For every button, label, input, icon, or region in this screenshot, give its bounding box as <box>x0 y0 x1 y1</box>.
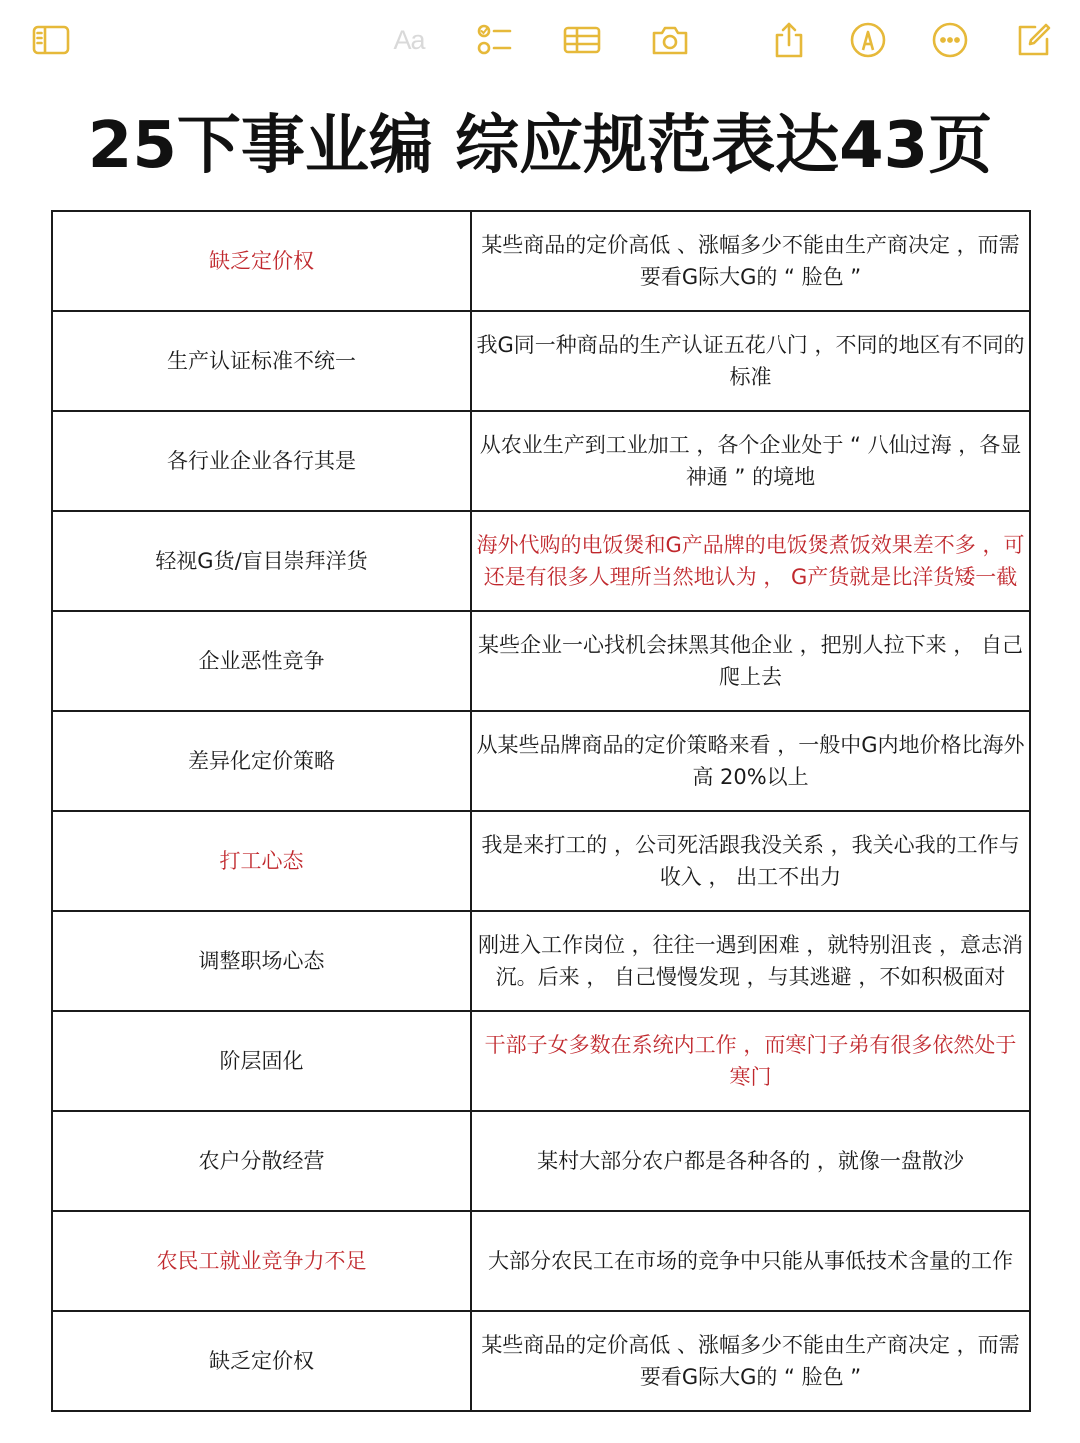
term-cell: 企业恶性竞争 <box>52 611 471 711</box>
share-icon[interactable] <box>769 20 809 60</box>
description-cell: 从某些品牌商品的定价策略来看 ，一般中G内地价格比海外高 20%以上 <box>471 711 1030 811</box>
table-row <box>52 1111 1030 1211</box>
term-cell: 打工心态 <box>52 811 471 911</box>
term-cell: 差异化定价策略 <box>52 711 471 811</box>
markup-icon[interactable] <box>848 20 888 60</box>
term-cell: 生产认证标准不统一 <box>52 311 471 411</box>
description-cell: 从农业生产到工业加工 ，各个企业处于 “ 八仙过海 ，各显神通 ” 的境地 <box>471 411 1030 511</box>
table-row <box>52 711 1030 811</box>
description-cell: 某些商品的定价高低 、涨幅多少不能由生产商决定 ，而需要看G际大G的 “ 脸色 ” <box>471 211 1030 311</box>
table-row <box>52 311 1030 411</box>
term-cell: 各行业企业各行其是 <box>52 411 471 511</box>
table-row <box>52 911 1030 1011</box>
notes-table <box>51 210 1031 1412</box>
page-title: 25下事业编 综应规范表达43页 <box>87 109 993 183</box>
camera-icon[interactable] <box>650 20 690 60</box>
description-cell: 我G同一种商品的生产认证五花八门 ，不同的地区有不同的标准 <box>471 311 1030 411</box>
more-icon[interactable] <box>930 20 970 60</box>
term-cell: 缺乏定价权 <box>52 211 471 311</box>
checklist-icon[interactable] <box>475 20 515 60</box>
term-cell: 轻视G货/盲目崇拜洋货 <box>52 511 471 611</box>
text-format-button[interactable] <box>389 20 429 60</box>
description-cell: 我是来打工的 ，公司死活跟我没关系 ，我关心我的工作与收入 ， 出工不出力 <box>471 811 1030 911</box>
term-cell: 调整职场心态 <box>52 911 471 1011</box>
table-row <box>52 1211 1030 1311</box>
term-cell: 阶层固化 <box>52 1011 471 1111</box>
table-icon[interactable] <box>562 20 602 60</box>
term-cell: 农民工就业竞争力不足 <box>52 1211 471 1311</box>
text-format-icon: Aa <box>393 24 425 55</box>
description-cell: 刚进入工作岗位 ，往往一遇到困难 ，就特别沮丧 ，意志消沉。后来 ， 自己慢慢发现 ，与其逃避 ，不如积极面对 <box>471 911 1030 1011</box>
description-cell: 某些企业一心找机会抹黑其他企业 ，把别人拉下来 ， 自己爬上去 <box>471 611 1030 711</box>
description-cell: 某村大部分农户都是各种各的 ，就像一盘散沙 <box>471 1111 1030 1211</box>
description-cell: 海外代购的电饭煲和G产品牌的电饭煲煮饭效果差不多 ，可还是有很多人理所当然地认为 ， G产货就是比洋货矮一截 <box>471 511 1030 611</box>
notes-toolbar <box>0 0 1080 82</box>
table-row <box>52 611 1030 711</box>
table-row <box>52 1311 1030 1411</box>
description-cell: 某些商品的定价高低 、涨幅多少不能由生产商决定 ，而需要看G际大G的 “ 脸色 ” <box>471 1311 1030 1411</box>
description-cell: 大部分农民工在市场的竞争中只能从事低技术含量的工作 <box>471 1211 1030 1311</box>
table-row <box>52 411 1030 511</box>
table-row <box>52 211 1030 311</box>
table-row <box>52 811 1030 911</box>
table-row <box>52 1011 1030 1111</box>
compose-icon[interactable] <box>1013 20 1053 60</box>
description-cell: 干部子女多数在系统内工作 ，而寒门子弟有很多依然处于寒门 <box>471 1011 1030 1111</box>
term-cell: 农户分散经营 <box>52 1111 471 1211</box>
term-cell: 缺乏定价权 <box>52 1311 471 1411</box>
table-row <box>52 511 1030 611</box>
sidebar-icon[interactable] <box>31 20 71 60</box>
